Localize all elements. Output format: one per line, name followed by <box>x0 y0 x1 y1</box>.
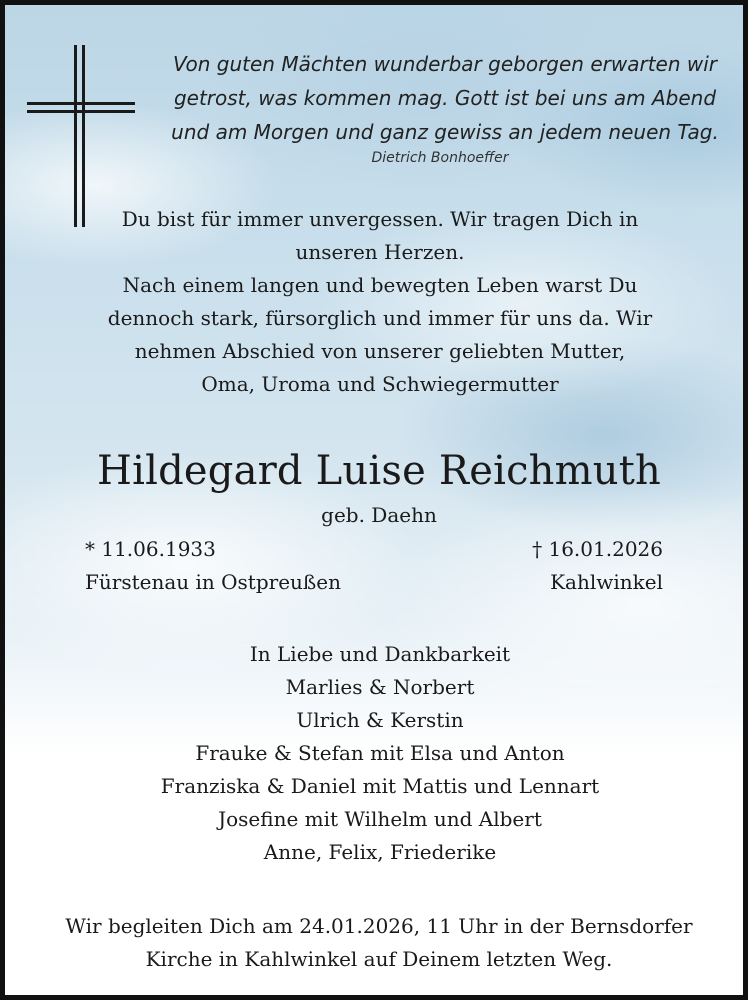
intro-line: dennoch stark, fürsorglich und immer für uns da. Wir <box>107 306 653 330</box>
mourner-line: Franziska & Daniel mit Mattis und Lennart <box>160 774 600 798</box>
intro-text <box>65 203 695 401</box>
death-date: † 16.01.2026 <box>532 537 663 561</box>
intro-line: Du bist für immer unvergessen. Wir tragen Dich in <box>121 207 639 231</box>
mourners-list <box>65 638 695 869</box>
quote-line: getrost, was kommen mag. Gott ist bei uns am Abend <box>173 86 717 110</box>
maiden-name: geb. Daehn <box>321 503 437 527</box>
mourner-line: Josefine mit Wilhelm und Albert <box>218 807 542 831</box>
intro-line: nehmen Abschied von unserer geliebten Mutter, <box>134 339 626 363</box>
mourner-line: Ulrich & Kerstin <box>296 708 464 732</box>
intro-line: unseren Herzen. <box>295 240 465 264</box>
funeral-notice <box>35 910 723 976</box>
mourner-line: In Liebe und Dankbarkeit <box>249 642 511 666</box>
mourner-line: Frauke & Stefan mit Elsa und Anton <box>195 741 565 765</box>
deceased-name: Hildegard Luise Reichmuth <box>97 448 661 494</box>
quote-author: Dietrich Bonhoeffer <box>371 150 509 166</box>
mourner-line: Anne, Felix, Friederike <box>263 840 497 864</box>
bonhoeffer-quote <box>165 47 725 149</box>
death-place: Kahlwinkel <box>550 570 663 594</box>
death-info <box>532 533 663 599</box>
intro-line: Oma, Uroma und Schwiegermutter <box>201 372 559 396</box>
birth-place: Fürstenau in Ostpreußen <box>85 570 341 594</box>
birth-info <box>85 533 341 599</box>
mourner-line: Marlies & Norbert <box>285 675 475 699</box>
quote-line: und am Morgen und ganz gewiss an jedem neuen Tag. <box>171 120 719 144</box>
intro-line: Nach einem langen und bewegten Leben warst Du <box>122 273 638 297</box>
funeral-line: Wir begleiten Dich am 24.01.2026, 11 Uhr in der Bernsdorfer <box>65 914 693 938</box>
funeral-line: Kirche in Kahlwinkel auf Deinem letzten Weg. <box>145 947 613 971</box>
birth-date: * 11.06.1933 <box>85 537 216 561</box>
quote-line: Von guten Mächten wunderbar geborgen erwarten wir <box>172 52 718 76</box>
cross-icon <box>27 45 135 227</box>
